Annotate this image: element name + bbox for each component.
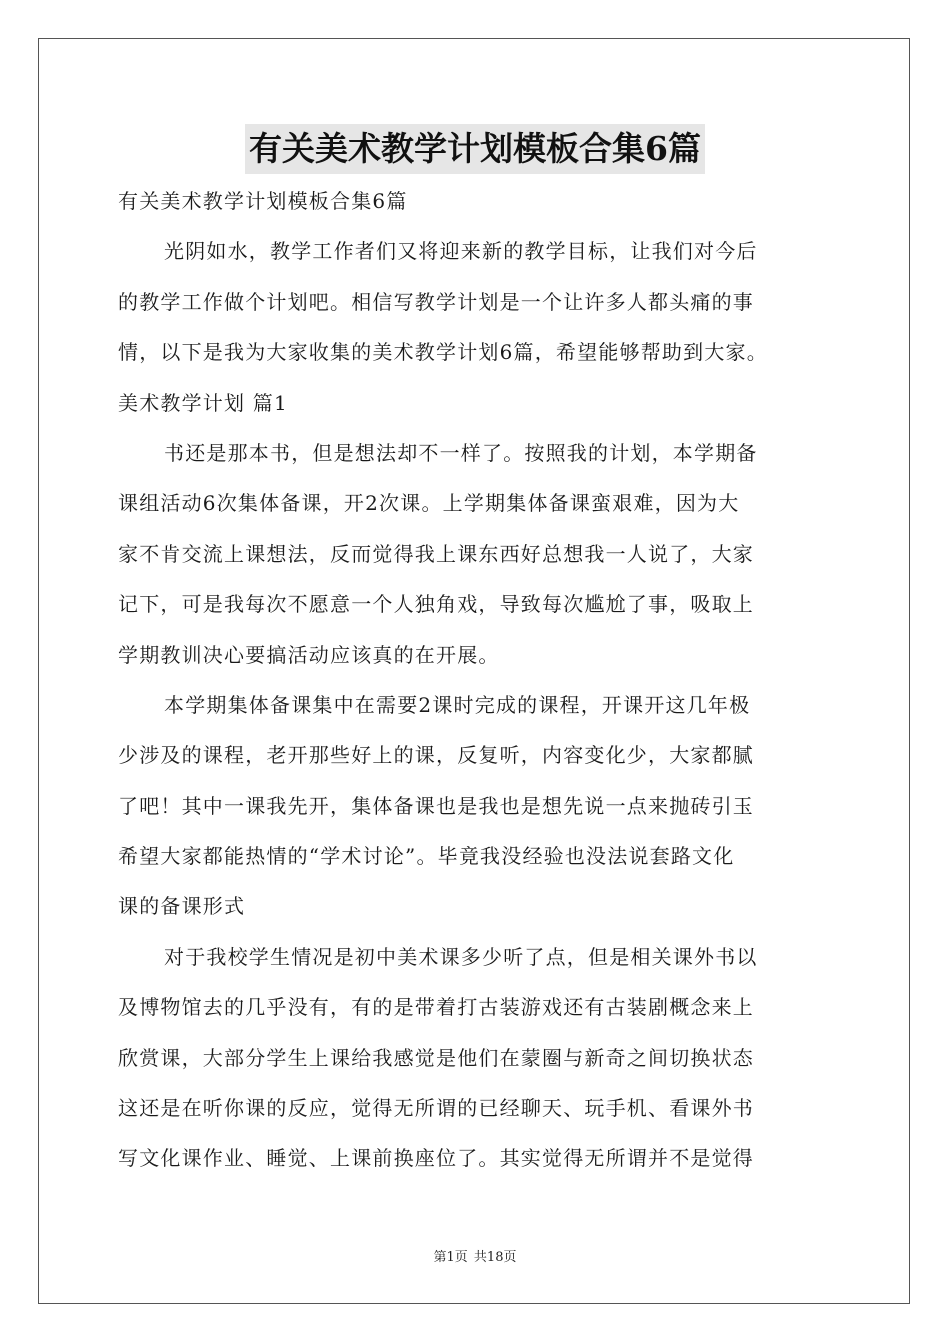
text-line: 记下，可是我每次不愿意一个人独角戏，导致每次尴尬了事，吸取上 bbox=[118, 592, 754, 617]
text-line: 光阴如水，教学工作者们又将迎来新的教学目标，让我们对今后 bbox=[164, 239, 758, 264]
text-line: 了吧！其中一课我先开，集体备课也是我也是想先说一点来抛砖引玉 bbox=[118, 793, 754, 818]
text-line: 少涉及的课程，老开那些好上的课，反复听，内容变化少，大家都腻 bbox=[118, 743, 754, 768]
text-line: 希望大家都能热情的“学术讨论”。毕竟我没经验也没法说套路文化 bbox=[118, 844, 735, 869]
text-line: 课的备课形式 bbox=[118, 894, 246, 919]
text-line: 课组活动6次集体备课，开2次课。上学期集体备课蛮艰难，因为大 bbox=[118, 491, 740, 516]
text-line: 对于我校学生情况是初中美术课多少听了点，但是相关课外书以 bbox=[164, 944, 758, 969]
section-heading: 美术教学计划 篇1 bbox=[118, 390, 288, 415]
title-area bbox=[0, 124, 950, 174]
paragraph-1 bbox=[118, 428, 834, 680]
text-line: 家不肯交流上课想法，反而觉得我上课东西好总想我一人说了，大家 bbox=[118, 541, 754, 566]
text-line: 这还是在听你课的反应，觉得无所谓的已经聊天、玩手机、看课外书 bbox=[118, 1096, 754, 1121]
text-line: 学期教训决心要搞活动应该真的在开展。 bbox=[118, 642, 500, 667]
document-title: 有关美术教学计划模板合集6篇 bbox=[245, 124, 705, 174]
text-line: 及博物馆去的几乎没有，有的是带着打古装游戏还有古装剧概念来上 bbox=[118, 995, 754, 1020]
subtitle-line: 有关美术教学计划模板合集6篇 bbox=[118, 189, 408, 213]
text-line: 写文化课作业、睡觉、上课前换座位了。其实觉得无所谓并不是觉得 bbox=[118, 1146, 754, 1171]
text-line: 的教学工作做个计划吧。相信写教学计划是一个让许多人都头痛的事 bbox=[118, 289, 754, 314]
intro-paragraph bbox=[118, 226, 834, 377]
paragraph-3 bbox=[118, 932, 834, 1184]
document-body bbox=[118, 176, 834, 1184]
text-line: 欣赏课，大部分学生上课给我感觉是他们在蒙圈与新奇之间切换状态 bbox=[118, 1045, 754, 1070]
text-line: 情，以下是我为大家收集的美术教学计划6篇，希望能够帮助到大家。 bbox=[118, 340, 768, 365]
text-line: 本学期集体备课集中在需要2课时完成的课程，开课开这几年极 bbox=[164, 692, 751, 717]
text-line: 书还是那本书，但是想法却不一样了。按照我的计划，本学期备 bbox=[164, 440, 758, 465]
paragraph-2 bbox=[118, 680, 834, 932]
page-footer: 第1页 共18页 bbox=[433, 1250, 517, 1265]
